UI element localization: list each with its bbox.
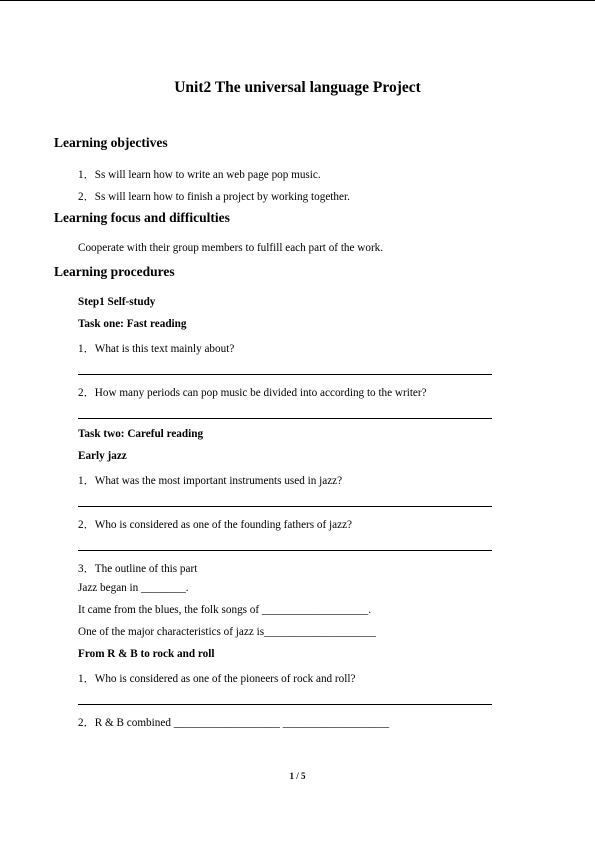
focus-text: Cooperate with their group members to fulfill each part of the work. [78,242,384,254]
rnb-question-1: 1．Who is considered as one of the pioneers of rock and roll? [78,673,356,685]
task-one-label: Task one: Fast reading [78,318,187,330]
task-two-label: Task two: Careful reading [78,428,204,440]
procedures-heading: Learning procedures [54,264,175,279]
answer-line[interactable] [78,374,492,375]
early-jazz-question-1: 1．What was the most important instruments used in jazz? [78,475,343,487]
answer-line[interactable] [78,506,492,507]
outline-line-1: Jazz began in ________. [78,582,189,594]
answer-line[interactable] [78,550,492,551]
answer-line[interactable] [78,704,492,705]
early-jazz-label: Early jazz [78,450,127,462]
task-one-question-1: 1．What is this text mainly about? [78,343,235,355]
page-number: 1 / 5 [289,771,306,781]
rnb-label: From R & B to rock and roll [78,648,215,660]
answer-line[interactable] [78,418,492,419]
page-title: Unit2 The universal language Project [174,79,421,96]
early-jazz-question-3: 3．The outline of this part [78,563,198,575]
page-top-rule [0,0,595,1]
step1-label: Step1 Self-study [78,296,156,308]
objective-item-2: 2．Ss will learn how to finish a project by working together. [78,191,350,203]
rnb-question-2: 2．R & B combined ___________________ ___________________ [78,717,390,729]
focus-heading: Learning focus and difficulties [54,210,230,225]
outline-line-2: It came from the blues, the folk songs of ___________________. [78,604,372,616]
task-one-question-2: 2．How many periods can pop music be divided into according to the writer? [78,387,427,399]
objective-item-1: 1．Ss will learn how to write an web page pop music. [78,169,321,181]
outline-line-3: One of the major characteristics of jazz is____________________ [78,626,376,638]
objectives-heading: Learning objectives [54,135,168,150]
early-jazz-question-2: 2．Who is considered as one of the founding fathers of jazz? [78,519,353,531]
